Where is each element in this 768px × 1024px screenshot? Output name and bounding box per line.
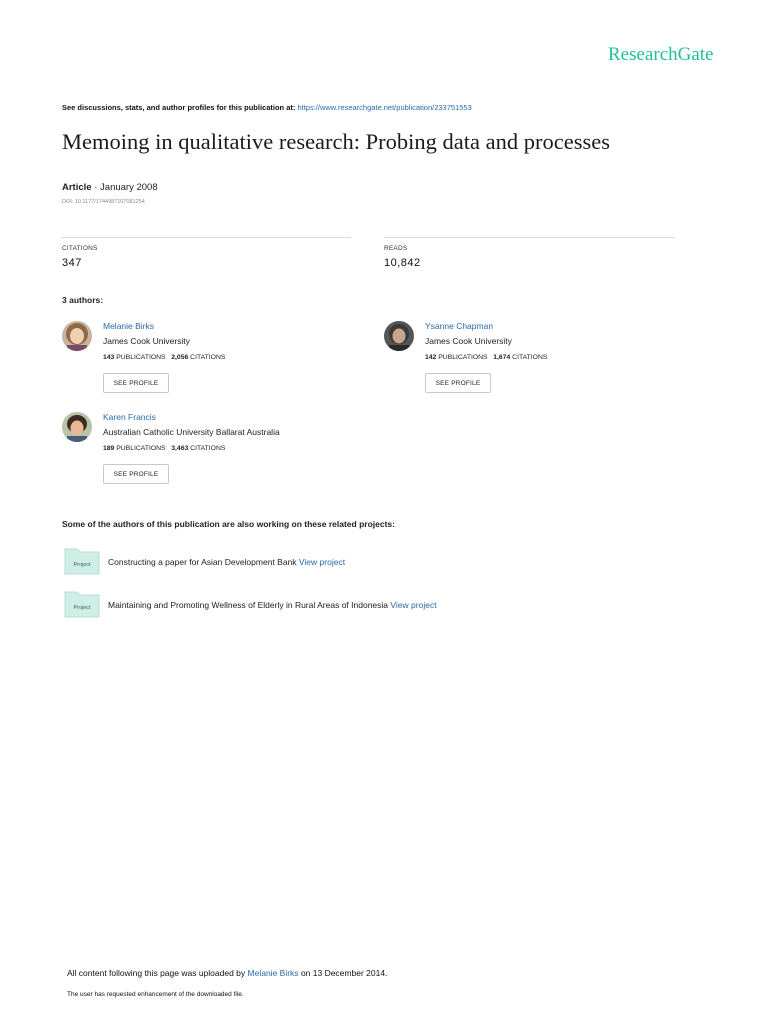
reads-divider [384, 237, 674, 238]
folder-icon [64, 547, 100, 575]
avatar[interactable] [62, 321, 92, 351]
author-citations-count: 3,463 [171, 445, 189, 452]
see-prefix: See discussions, stats, and author profiles for this publication at: [62, 103, 296, 112]
author-name-link[interactable]: Karen Francis [103, 412, 156, 422]
researchgate-logo[interactable]: ResearchGate [608, 44, 714, 65]
project-icon-label: Project [73, 562, 91, 568]
header-line [62, 103, 472, 112]
reads-label: READS [384, 245, 408, 252]
uploader-link[interactable]: Melanie Birks [247, 968, 299, 978]
meta-separator: · [94, 182, 101, 193]
citations-divider [62, 237, 351, 238]
author-name-link[interactable]: Melanie Birks [103, 321, 155, 331]
project-icon-label: Project [73, 605, 91, 611]
see-profile-button[interactable]: SEE PROFILE [425, 373, 491, 393]
authors-heading: 3 authors: [62, 295, 104, 305]
reads-value: 10,842 [384, 257, 421, 269]
author-stats [103, 354, 225, 361]
author-institution: James Cook University [425, 336, 512, 346]
author-citations-label: CITATIONS [512, 354, 548, 361]
avatar-photo-icon [384, 321, 414, 351]
related-projects-heading: Some of the authors of this publication are also working on these related projects: [62, 519, 395, 529]
see-profile-button[interactable]: SEE PROFILE [103, 373, 169, 393]
author-citations-count: 2,056 [171, 354, 189, 361]
publication-type: Article [62, 182, 92, 193]
project-item [108, 557, 345, 567]
project-title: Constructing a paper for Asian Development Bank [108, 557, 297, 567]
folder-icon [64, 590, 100, 618]
author-publications-count: 143 [103, 354, 115, 361]
project-item [108, 600, 437, 610]
publication-date: January 2008 [100, 182, 158, 193]
author-publications-label: PUBLICATIONS [116, 354, 166, 361]
author-publications-count: 142 [425, 354, 437, 361]
publication-url-link[interactable]: https://www.researchgate.net/publication/233751553 [297, 103, 472, 112]
author-citations-label: CITATIONS [190, 354, 226, 361]
author-publications-label: PUBLICATIONS [438, 354, 488, 361]
upload-note [67, 968, 387, 978]
publication-doi: DOI: 10.1177/1744987107081254 [62, 199, 145, 205]
author-citations-label: CITATIONS [190, 445, 226, 452]
avatar[interactable] [62, 412, 92, 442]
citations-label: CITATIONS [62, 245, 98, 252]
author-institution: Australian Catholic University Ballarat Australia [103, 427, 280, 437]
avatar[interactable] [384, 321, 414, 351]
upload-prefix: All content following this page was uploaded by [67, 968, 246, 978]
author-citations-count: 1,674 [493, 354, 511, 361]
avatar-photo-icon [62, 321, 92, 351]
author-stats [425, 354, 547, 361]
view-project-link[interactable]: View project [298, 557, 346, 567]
project-title: Maintaining and Promoting Wellness of Elderly in Rural Areas of Indonesia [108, 600, 389, 610]
page-title: Memoing in qualitative research: Probing data and processes [62, 129, 610, 154]
upload-suffix: on 13 December 2014. [300, 968, 388, 978]
publication-meta [62, 182, 158, 193]
see-profile-button[interactable]: SEE PROFILE [103, 464, 169, 484]
view-project-link[interactable]: View project [390, 600, 437, 610]
author-stats [103, 445, 225, 452]
author-publications-count: 189 [103, 445, 115, 452]
author-publications-label: PUBLICATIONS [116, 445, 166, 452]
citations-value: 347 [62, 257, 82, 269]
author-institution: James Cook University [103, 336, 190, 346]
avatar-photo-icon [62, 412, 92, 442]
author-name-link[interactable]: Ysanne Chapman [425, 321, 494, 331]
enhancement-note: The user has requested enhancement of the downloaded file. [67, 991, 244, 998]
